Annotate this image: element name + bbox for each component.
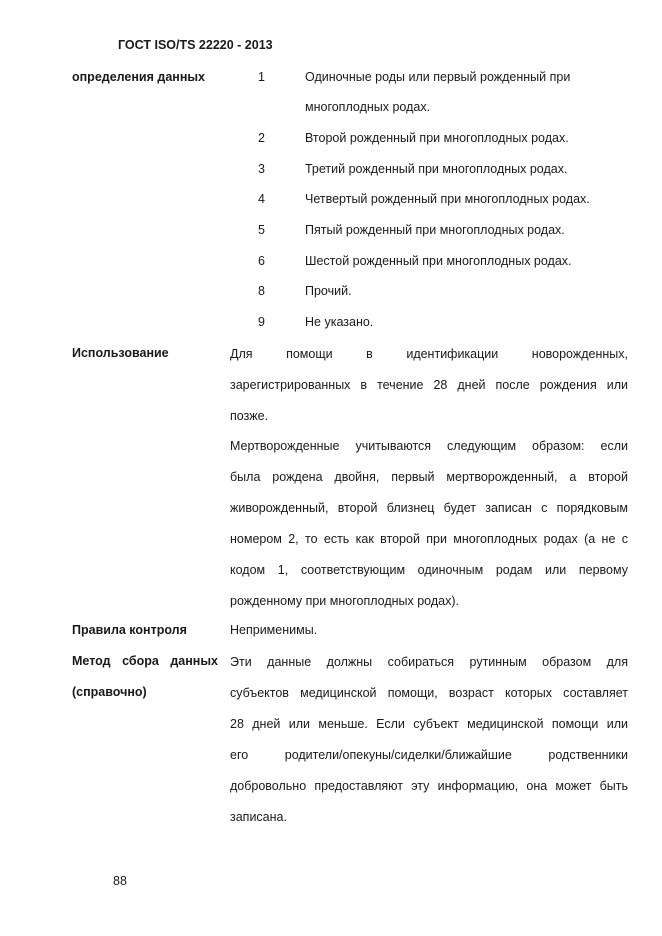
definitions-label: определения данных bbox=[72, 70, 206, 84]
text-line: была рождена двойня, первый мертворожденный, а второй bbox=[230, 470, 628, 484]
text-line: Для помощи в идентификации новорожденных, bbox=[230, 347, 628, 361]
code-8: 8 bbox=[258, 284, 265, 298]
method-paragraph bbox=[230, 654, 628, 840]
method-label-line2: (справочно) bbox=[72, 685, 147, 699]
control-label: Правила контроля bbox=[72, 623, 187, 637]
control-text: Неприменимы. bbox=[230, 623, 318, 637]
code-3: 3 bbox=[258, 162, 265, 176]
code-1-text: Одиночные роды или первый рожденный при bbox=[305, 70, 571, 84]
page-number: 88 bbox=[113, 874, 127, 888]
text-line: живорожденный, второй близнец будет записан с порядковым bbox=[230, 501, 628, 515]
code-5: 5 bbox=[258, 223, 265, 237]
text-line: добровольно предоставляют эту информацию, она может быть bbox=[230, 779, 628, 793]
code-6: 6 bbox=[258, 254, 265, 268]
text-line: кодом 1, соответствующим одиночным родам или первому bbox=[230, 563, 628, 577]
usage-paragraph-2 bbox=[230, 438, 628, 624]
code-9: 9 bbox=[258, 315, 265, 329]
code-5-text: Пятый рожденный при многоплодных родах. bbox=[305, 223, 565, 237]
method-label-word: сбора bbox=[122, 654, 159, 668]
text-line: рожденному при многоплодных родах). bbox=[230, 594, 459, 608]
method-label-word: данных bbox=[170, 654, 218, 668]
method-label-word: Метод bbox=[72, 654, 111, 668]
code-9-text: Не указано. bbox=[305, 315, 374, 329]
text-line: зарегистрированных в течение 28 дней после рождения или bbox=[230, 378, 628, 392]
code-2: 2 bbox=[258, 131, 265, 145]
code-6-text: Шестой рожденный при многоплодных родах. bbox=[305, 254, 572, 268]
code-1: 1 bbox=[258, 70, 265, 84]
text-line: номером 2, то есть как второй при многоплодных родах (а не с bbox=[230, 532, 628, 546]
text-line: субъектов медицинской помощи, возраст которых составляет bbox=[230, 686, 628, 700]
code-3-text: Третий рожденный при многоплодных родах. bbox=[305, 162, 568, 176]
code-4-text: Четвертый рожденный при многоплодных родах. bbox=[305, 192, 590, 206]
usage-paragraph-1 bbox=[230, 346, 628, 439]
method-label bbox=[72, 654, 218, 668]
usage-label: Использование bbox=[72, 346, 169, 360]
code-8-text: Прочий. bbox=[305, 284, 352, 298]
code-2-text: Второй рожденный при многоплодных родах. bbox=[305, 131, 569, 145]
text-line: Мертворожденные учитываются следующим образом: если bbox=[230, 439, 628, 453]
document-header: ГОСТ ISO/TS 22220 - 2013 bbox=[118, 38, 273, 52]
text-line: позже. bbox=[230, 409, 269, 423]
text-line: его родители/опекуны/сиделки/ближайшие родственники bbox=[230, 748, 628, 762]
text-line: Эти данные должны собираться рутинным образом для bbox=[230, 655, 628, 669]
code-1-text-cont: многоплодных родах. bbox=[305, 100, 431, 114]
code-4: 4 bbox=[258, 192, 265, 206]
text-line: 28 дней или меньше. Если субъект медицинской помощи или bbox=[230, 717, 628, 731]
text-line: записана. bbox=[230, 810, 287, 824]
